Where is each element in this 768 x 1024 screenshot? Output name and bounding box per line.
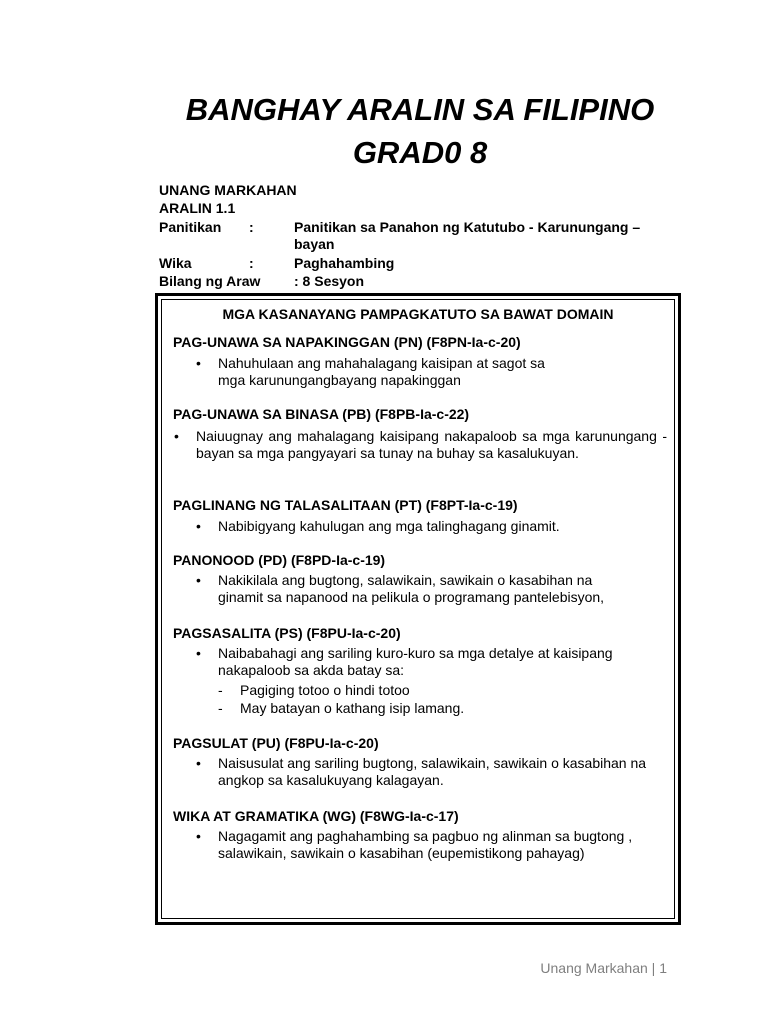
section-pn-item: Nahuhulaan ang mahahalagang kaisipan at sagot sa mga karunungangbayang napakinggan bbox=[218, 355, 545, 388]
bullet-icon: • bbox=[196, 355, 201, 371]
section-title-pd: PANONOOD (PD) (F8PD-Ia-c-19) bbox=[173, 552, 386, 568]
section-pu-item: Naisusulat ang sariling bugtong, salawikain, sawikain o kasabihan na angkop sa kasalukuyang kalagayan. bbox=[218, 755, 647, 788]
wika-row bbox=[159, 255, 679, 272]
section-title-pt: PAGLINANG NG TALASALITAAN (PT) (F8PT-Ia-c-19) bbox=[173, 497, 518, 513]
section-title-ps: PAGSASALITA (PS) (F8PU-Ia-c-20) bbox=[173, 625, 401, 641]
bullet-icon: • bbox=[196, 518, 201, 534]
bullet-icon: • bbox=[174, 428, 179, 444]
bullet-icon: • bbox=[196, 572, 201, 588]
bullet-icon: • bbox=[196, 755, 201, 771]
section-pd-item: Nakikilala ang bugtong, salawikain, sawikain o kasabihan na ginamit sa napanood na pelikula o programang pantelebisyon, bbox=[218, 572, 605, 605]
section-ps-subitem: Pagiging totoo o hindi totoo bbox=[240, 682, 410, 698]
panitikan-colon: : bbox=[249, 219, 254, 235]
page-footer: Unang Markahan | 1 bbox=[540, 960, 667, 976]
wika-colon: : bbox=[249, 255, 254, 271]
dash-icon: - bbox=[218, 682, 223, 698]
bilang-label: Bilang ng Araw bbox=[159, 273, 261, 289]
bullet-icon: • bbox=[196, 645, 201, 661]
panitikan-label: Panitikan bbox=[159, 219, 222, 235]
section-title-pn: PAG-UNAWA SA NAPAKINGGAN (PN) (F8PN-Ia-c-20) bbox=[173, 334, 521, 350]
section-ps-subitem: May batayan o kathang isip lamang. bbox=[240, 700, 465, 716]
section-wg-item: Nagagamit ang paghahambing sa pagbuo ng alinman sa bugtong , salawikain, sawikain o kasabihan (eupemistikong pahayag) bbox=[218, 828, 633, 861]
lesson-label: ARALIN 1.1 bbox=[159, 200, 236, 216]
competencies-box-inner bbox=[161, 299, 675, 919]
bilang-value: : 8 Sesyon bbox=[294, 273, 365, 289]
panitikan-row bbox=[159, 219, 679, 255]
page-title: BANGHAY ARALIN SA FILIPINO bbox=[185, 92, 655, 127]
wika-value: Paghahambing bbox=[294, 255, 395, 271]
section-pb-item: Naiuugnay ang mahalagang kaisipang nakapaloob sa mga karunungang - bayan sa mga pangyayari sa tunay na buhay sa kasalukuyan. bbox=[196, 428, 667, 461]
dash-icon: - bbox=[218, 700, 223, 716]
section-title-pb: PAG-UNAWA SA BINASA (PB) (F8PB-Ia-c-22) bbox=[173, 406, 470, 422]
bilang-row bbox=[159, 273, 679, 290]
quarter-label: UNANG MARKAHAN bbox=[159, 182, 297, 198]
section-title-pu: PAGSULAT (PU) (F8PU-Ia-c-20) bbox=[173, 735, 379, 751]
section-ps-item: Naibabahagi ang sariling kuro-kuro sa mga detalye at kaisipang nakapaloob sa akda batay sa: bbox=[218, 645, 613, 678]
section-title-wg: WIKA AT GRAMATIKA (WG) (F8WG-Ia-c-17) bbox=[173, 808, 459, 824]
page-subtitle: GRAD0 8 bbox=[352, 135, 488, 170]
panitikan-value: Panitikan sa Panahon ng Katutubo - Karunungang – bayan bbox=[294, 219, 641, 252]
competencies-box bbox=[155, 293, 681, 925]
bullet-icon: • bbox=[196, 828, 201, 844]
box-header: MGA KASANAYANG PAMPAGKATUTO SA BAWAT DOMAIN bbox=[222, 306, 614, 322]
wika-label: Wika bbox=[159, 255, 192, 271]
section-pt-item: Nabibigyang kahulugan ang mga talinghagang ginamit. bbox=[218, 518, 560, 534]
